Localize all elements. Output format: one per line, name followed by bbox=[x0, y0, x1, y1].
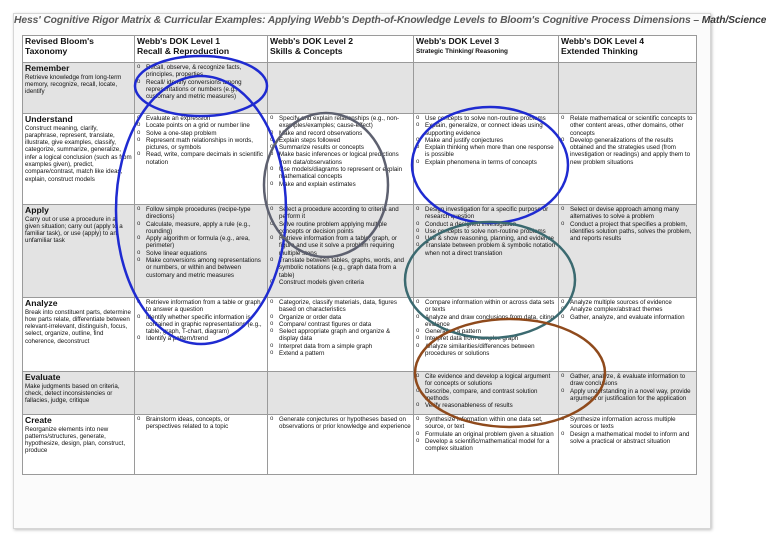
cell-dok4 bbox=[559, 415, 697, 475]
list-item: o Make and justify conjectures bbox=[416, 137, 556, 144]
level-description: Make judgments based on criteria, check, detect inconsistencies or fallacies, judge, critique bbox=[25, 382, 120, 405]
cell-dok3 bbox=[414, 298, 559, 372]
cell-dok3 bbox=[414, 205, 559, 298]
list-item: o Evaluate an expression bbox=[137, 115, 265, 122]
cell-dok2 bbox=[268, 114, 414, 205]
list-item: o Construct models given criteria bbox=[270, 279, 411, 286]
list-item: o Brainstorm ideas, concepts, or perspectives related to a topic bbox=[137, 416, 265, 431]
cell-dok2 bbox=[268, 298, 414, 372]
example-list bbox=[270, 206, 411, 286]
list-item: o Represent math relationships in words, pictures, or symbols bbox=[137, 137, 265, 152]
list-item: o Verify reasonableness of results bbox=[416, 402, 556, 409]
list-item: o Explain, generalize, or connect ideas using supporting evidence bbox=[416, 122, 556, 137]
example-list bbox=[561, 206, 694, 242]
blooms-level-cell bbox=[23, 114, 135, 205]
header-title: Webb's DOK Level 2 bbox=[270, 36, 354, 46]
list-item: o Use concepts to solve non-routine problems bbox=[416, 115, 556, 122]
level-name: Remember bbox=[25, 63, 70, 73]
list-item: o Use concepts to solve non-routine problems bbox=[416, 228, 556, 235]
list-item: o Generate conjectures or hypotheses based on observations or prior knowledge and experience bbox=[270, 416, 411, 431]
list-item: o Conduct a project that specifies a problem, identifies solution paths, solves the problem, and reports results bbox=[561, 221, 694, 243]
list-item: o Retrieve information from a table, graph, or figure and use it solve a problem requiring multiple steps bbox=[270, 235, 411, 257]
cell-dok1 bbox=[135, 205, 268, 298]
list-item: o Organize or order data bbox=[270, 314, 411, 321]
list-item: o Make conversions among representations or numbers, or within and between customary and metric measures bbox=[137, 257, 265, 279]
list-item: o Analyze complex/abstract themes bbox=[561, 306, 694, 313]
header-subtitle: Skills & Concepts bbox=[270, 45, 343, 56]
blooms-level-cell bbox=[23, 372, 135, 415]
list-item: o Read, write, compare decimals in scientific notation bbox=[137, 151, 265, 166]
list-item: o Recall/ identify conversions among representations or numbers (e.g., customary and metric measures) bbox=[137, 79, 265, 101]
page-title bbox=[14, 15, 766, 29]
example-list bbox=[137, 64, 265, 100]
header-dok4 bbox=[559, 36, 697, 63]
list-item: o Analyze multiple sources of evidence bbox=[561, 299, 694, 306]
list-item: o Apply algorithm or formula (e.g., area, perimeter) bbox=[137, 235, 265, 250]
list-item: o Describe, compare, and contrast solution methods bbox=[416, 388, 556, 403]
example-list bbox=[270, 299, 411, 357]
list-item: o Make basic inferences or logical predictions from data/observations bbox=[270, 151, 411, 166]
cell-dok2 bbox=[268, 63, 414, 114]
list-item: o Select a procedure according to criteria and perform it bbox=[270, 206, 411, 221]
row-evaluate bbox=[23, 372, 697, 415]
level-name: Analyze bbox=[25, 298, 58, 308]
cell-dok1 bbox=[135, 114, 268, 205]
example-list bbox=[561, 416, 694, 445]
blooms-level-cell bbox=[23, 298, 135, 372]
list-item: o Explain thinking when more than one response is possible bbox=[416, 144, 556, 159]
cell-dok1 bbox=[135, 415, 268, 475]
cell-dok1 bbox=[135, 63, 268, 114]
list-item: o Retrieve information from a table or graph to answer a question bbox=[137, 299, 265, 314]
example-list bbox=[561, 299, 694, 321]
list-item: o Make and explain estimates bbox=[270, 181, 411, 188]
level-description: Carry out or use a procedure in a given situation; carry out (apply to a familiar task), or use (apply) to an unfamiliar task bbox=[25, 215, 123, 245]
example-list bbox=[416, 206, 556, 257]
header-dok3 bbox=[414, 36, 559, 63]
list-item: o Categorize, classify materials, data, figures based on characteristics bbox=[270, 299, 411, 314]
list-item: o Solve routine problem applying multiple concepts or decision points bbox=[270, 221, 411, 236]
list-item: o Analyze similarities/differences between procedures or solutions bbox=[416, 343, 556, 358]
list-item: o Calculate, measure, apply a rule (e.g., rounding) bbox=[137, 221, 265, 236]
header-row bbox=[23, 36, 697, 63]
cell-dok3 bbox=[414, 415, 559, 475]
example-list bbox=[561, 115, 694, 166]
header-subtitle: Extended Thinking bbox=[561, 45, 638, 56]
list-item: o Generalize a pattern bbox=[416, 328, 556, 335]
title-emphasis: Math/Science bbox=[701, 15, 766, 26]
list-item: o Select or devise approach among many alternatives to solve a problem bbox=[561, 206, 694, 221]
example-list bbox=[416, 299, 556, 357]
header-dok2 bbox=[268, 36, 414, 63]
list-item: o Formulate an original problem given a situation bbox=[416, 431, 556, 438]
list-item: o Design investigation for a specific purpose or research question bbox=[416, 206, 556, 221]
list-item: o Synthesize information across multiple sources or texts bbox=[561, 416, 694, 431]
cell-dok2 bbox=[268, 205, 414, 298]
row-understand bbox=[23, 114, 697, 205]
cell-dok3 bbox=[414, 63, 559, 114]
header-blooms bbox=[23, 36, 135, 63]
list-item: o Summarize results or concepts bbox=[270, 144, 411, 151]
title-prefix: Hess' Cognitive Rigor Matrix & Curricular Examples: Applying Webb's Depth-of-Knowledge Levels to Bloom's Cognitive Process Dimensions – bbox=[14, 15, 702, 26]
list-item: o Identify whether specific information is contained in graphic representations (e.g., table, graph, T-chart, diagram) bbox=[137, 314, 265, 336]
row-create bbox=[23, 415, 697, 475]
row-remember bbox=[23, 63, 697, 114]
header-title: Webb's DOK Level 1 bbox=[137, 36, 221, 46]
cell-dok1 bbox=[135, 372, 268, 415]
list-item: o Compare information within or across data sets or texts bbox=[416, 299, 556, 314]
list-item: o Locate points on a grid or number line bbox=[137, 122, 265, 129]
blooms-level-cell bbox=[23, 205, 135, 298]
example-list bbox=[561, 373, 694, 402]
list-item: o Relate mathematical or scientific concepts to other content areas, other domains, other concepts bbox=[561, 115, 694, 137]
list-item: o Conduct a designed investigation bbox=[416, 221, 556, 228]
level-description: Construct meaning, clarify, paraphrase, represent, translate, illustrate, give examples, classify, categorize, summarize, generalize, infer a logical conclusion (such as from examples given), predict, compare/contrast, match like ideas, explain, construct models bbox=[25, 124, 132, 183]
list-item: o Develop a scientific/mathematical model for a complex situation bbox=[416, 438, 556, 453]
list-item: o Follow simple procedures (recipe-type directions) bbox=[137, 206, 265, 221]
header-title: Webb's DOK Level 4 bbox=[561, 36, 645, 46]
header-title: Revised Bloom's bbox=[25, 36, 94, 46]
list-item: o Apply understanding in a novel way, provide argument or justification for the application bbox=[561, 388, 694, 403]
level-description: Retrieve knowledge from long-term memory, recognize, recall, locate, identify bbox=[25, 73, 122, 96]
cell-dok4 bbox=[559, 298, 697, 372]
blooms-level-cell bbox=[23, 63, 135, 114]
header-dok1 bbox=[135, 36, 268, 63]
list-item: o Make and record observations bbox=[270, 130, 411, 137]
cognitive-rigor-matrix bbox=[22, 35, 697, 475]
example-list bbox=[270, 416, 411, 431]
example-list bbox=[137, 416, 265, 431]
cell-dok3 bbox=[414, 114, 559, 205]
list-item: o Explain steps followed bbox=[270, 137, 411, 144]
row-apply bbox=[23, 205, 697, 298]
level-name: Apply bbox=[25, 205, 49, 215]
cell-dok3 bbox=[414, 372, 559, 415]
level-description: Reorganize elements into new patterns/structures, generate, hypothesize, design, plan, construct, produce bbox=[25, 425, 126, 455]
example-list bbox=[270, 115, 411, 188]
list-item: o Interpret data from a simple graph bbox=[270, 343, 411, 350]
header-subtitle: Strategic Thinking/ Reasoning bbox=[416, 47, 508, 55]
cell-dok4 bbox=[559, 63, 697, 114]
cell-dok2 bbox=[268, 415, 414, 475]
list-item: o Translate between problem & symbolic notation when not a direct translation bbox=[416, 242, 556, 257]
example-list bbox=[137, 206, 265, 279]
cell-dok2 bbox=[268, 372, 414, 415]
list-item: o Analyze and draw conclusions from data, citing evidence bbox=[416, 314, 556, 329]
header-title: Webb's DOK Level 3 bbox=[416, 36, 500, 46]
example-list bbox=[416, 373, 556, 409]
level-name: Evaluate bbox=[25, 372, 61, 382]
cell-dok4 bbox=[559, 205, 697, 298]
list-item: o Gather, analyze, & evaluate information to draw conclusions bbox=[561, 373, 694, 388]
example-list bbox=[416, 115, 556, 166]
cell-dok4 bbox=[559, 114, 697, 205]
header-subtitle: Taxonomy bbox=[25, 45, 68, 56]
list-item: o Develop generalizations of the results obtained and the strategies used (from investigation or readings) and apply them to new problem situations bbox=[561, 137, 694, 166]
list-item: o Translate between tables, graphs, words, and symbolic notations (e.g., graph data from a table) bbox=[270, 257, 411, 279]
list-item: o Recall, observe, & recognize facts, principles, properties bbox=[137, 64, 265, 79]
level-name: Understand bbox=[25, 114, 73, 124]
list-item: o Specify and explain relationships (e.g., non-examples/examples; cause-effect) bbox=[270, 115, 411, 130]
level-description: Break into constituent parts, determine how parts relate, differentiate between relevant-irrelevant, distinguish, focus, select, organize, outline, find coherence, deconstruct bbox=[25, 308, 131, 345]
list-item: o Explain phenomena in terms of concepts bbox=[416, 159, 556, 166]
blooms-level-cell bbox=[23, 415, 135, 475]
example-list bbox=[416, 416, 556, 452]
row-analyze bbox=[23, 298, 697, 372]
list-item: o Select appropriate graph and organize & display data bbox=[270, 328, 411, 343]
list-item: o Identify a pattern/trend bbox=[137, 335, 265, 342]
list-item: o Synthesize information within one data set, source, or text bbox=[416, 416, 556, 431]
list-item: o Solve a one-step problem bbox=[137, 130, 265, 137]
list-item: o Solve linear equations bbox=[137, 250, 265, 257]
cell-dok1 bbox=[135, 298, 268, 372]
list-item: o Cite evidence and develop a logical argument for concepts or solutions bbox=[416, 373, 556, 388]
list-item: o Use models/diagrams to represent or explain mathematical concepts bbox=[270, 166, 411, 181]
example-list bbox=[137, 299, 265, 343]
list-item: o Gather, analyze, and evaluate information bbox=[561, 314, 694, 321]
list-item: o Use & show reasoning, planning, and evidence bbox=[416, 235, 556, 242]
header-subtitle: Recall & Reproduction bbox=[137, 45, 230, 56]
list-item: o Extend a pattern bbox=[270, 350, 411, 357]
cell-dok4 bbox=[559, 372, 697, 415]
list-item: o Compare/ contrast figures or data bbox=[270, 321, 411, 328]
example-list bbox=[137, 115, 265, 166]
list-item: o Design a mathematical model to inform and solve a practical or abstract situation bbox=[561, 431, 694, 446]
list-item: o Interpret data from complex graph bbox=[416, 335, 556, 342]
level-name: Create bbox=[25, 415, 52, 425]
